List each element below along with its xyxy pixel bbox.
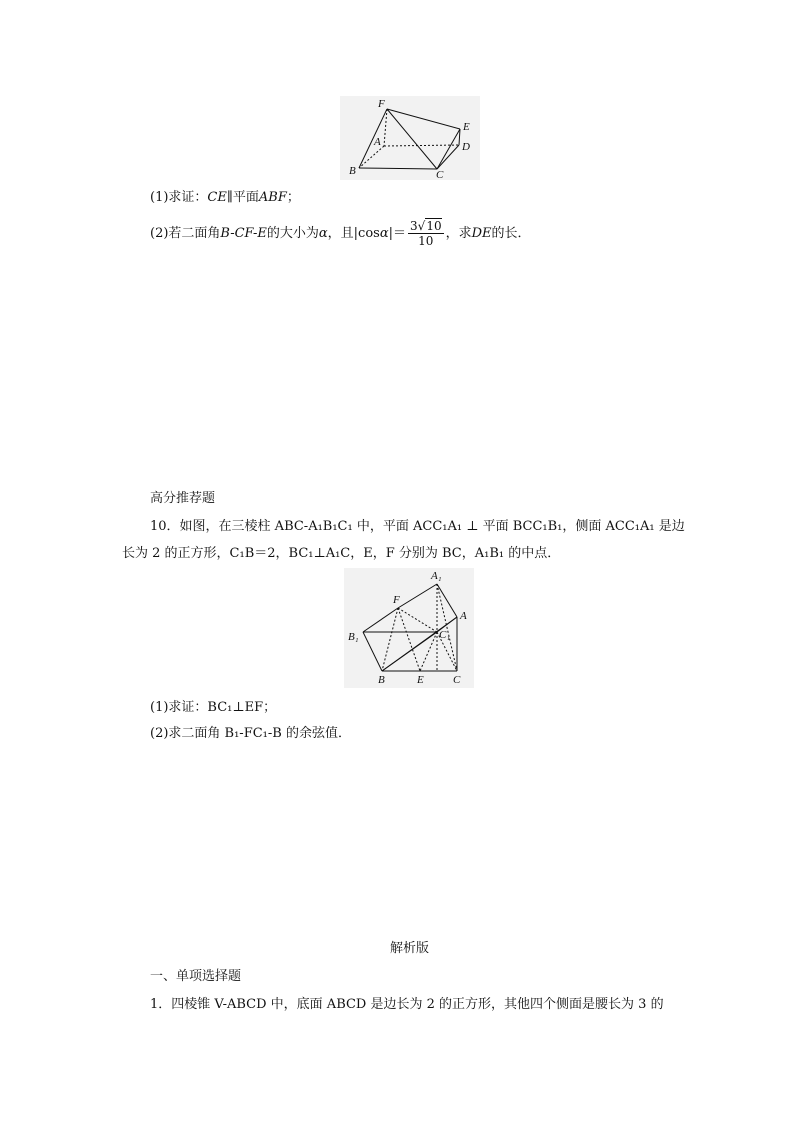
label-A: A xyxy=(374,136,381,148)
answer-title: 解析版 xyxy=(390,941,430,956)
q1-abf: ABF xyxy=(258,190,287,205)
q2-angle: B-CF-E xyxy=(220,226,267,241)
figure-prism-1 xyxy=(340,96,480,180)
q2-ask: ，求 xyxy=(445,226,472,241)
label-D: D xyxy=(462,141,470,153)
label-E: E xyxy=(463,121,470,133)
figure-prism-1-svg xyxy=(340,96,480,180)
label-F2: F xyxy=(393,594,400,606)
q2-mid: 的大小为 xyxy=(266,226,319,241)
q2-alpha: α xyxy=(318,226,328,241)
q2-prefix: (2)若二面角 xyxy=(150,226,221,241)
label-B2: B xyxy=(378,674,385,686)
label-F: F xyxy=(378,98,385,110)
figure-prism-2-svg xyxy=(344,568,474,688)
q2-and: ，且|cos xyxy=(327,226,380,241)
problem10-q1: (1)求证：BC₁⊥EF； xyxy=(150,700,277,715)
frac-den: 10 xyxy=(418,234,434,248)
q2-de: DE xyxy=(471,226,492,241)
figure-prism-2 xyxy=(344,568,474,688)
q1-prefix: (1)求证： xyxy=(150,190,208,205)
label-B1: B₁ xyxy=(348,631,359,643)
label-A2: A xyxy=(460,610,467,622)
q1-ce: CE xyxy=(207,190,227,205)
problem1-line: 1．四棱锥 V-ABCD 中，底面 ABCD 是边长为 2 的正方形，其他四个侧面是腰长为 3 的 xyxy=(150,997,664,1012)
problem9-q1 xyxy=(150,189,300,207)
label-C1: C₁ xyxy=(439,629,451,641)
label-C2: C xyxy=(453,674,461,686)
problem10-line1: 10．如图，在三棱柱 ABC-A₁B₁C₁ 中，平面 ACC₁A₁ ⊥ 平面 BCC₁B₁，侧面 ACC₁A₁ 是边 xyxy=(150,519,685,534)
q2-alpha-2: α xyxy=(379,226,389,241)
q2-end: 的长． xyxy=(491,226,531,241)
label-B: B xyxy=(349,165,356,177)
section-recommend: 高分推荐题 xyxy=(150,491,216,506)
problem10-q2: (2)求二面角 B₁-FC₁-B 的余弦值． xyxy=(150,726,351,741)
label-C: C xyxy=(436,169,444,180)
problem9-q2 xyxy=(150,217,531,251)
section-single-choice: 一、单项选择题 xyxy=(150,969,242,984)
label-E2: E xyxy=(417,674,424,686)
q1-end: ； xyxy=(286,190,300,205)
figure2-bg xyxy=(344,568,474,688)
q2-fraction: $\frac{3√10}{10}$ xyxy=(410,219,442,248)
q2-eq: |＝ xyxy=(388,226,407,241)
problem10-line2: 长为 2 的正方形，C₁B＝2，BC₁⊥A₁C，E，F 分别为 BC，A₁B₁ 的中点． xyxy=(122,546,561,561)
frac-num-root: 10 xyxy=(426,219,442,233)
frac-num-coef: 3 xyxy=(410,219,418,233)
q1-parallel: ∥平面 xyxy=(226,190,259,205)
label-A1: A₁ xyxy=(431,570,442,582)
